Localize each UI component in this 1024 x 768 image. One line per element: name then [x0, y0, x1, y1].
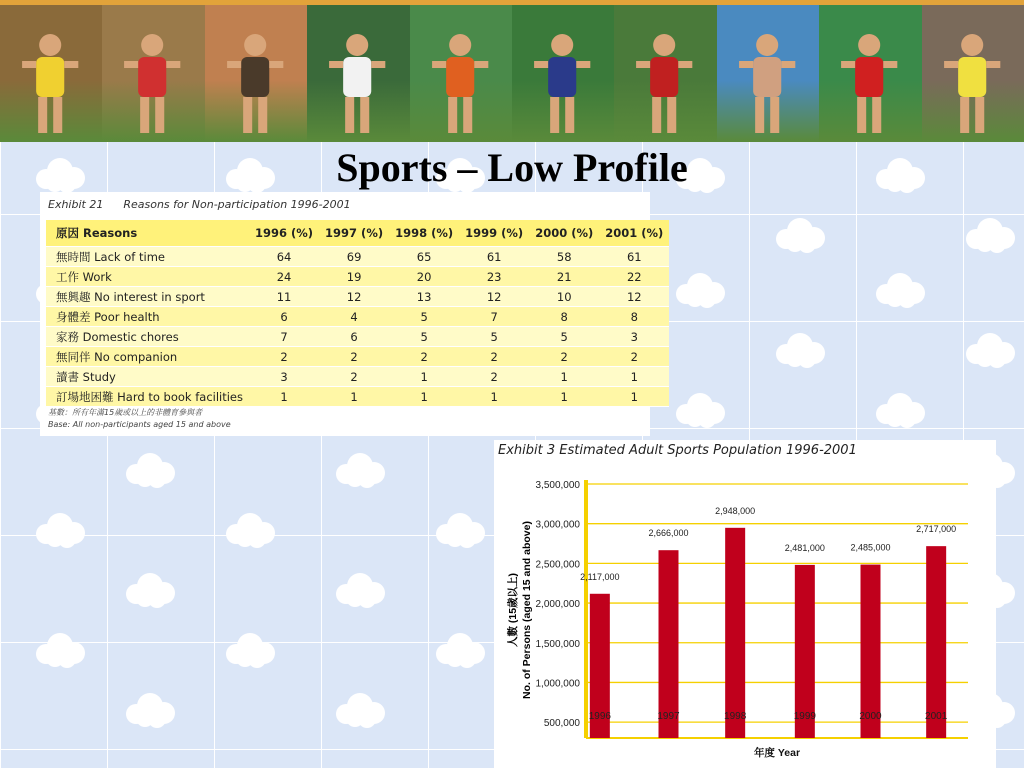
- percent-cell: 65: [389, 247, 459, 267]
- cloud-shape: [436, 513, 485, 548]
- reason-label: 工作 Work: [46, 267, 249, 287]
- cloud-shape: [126, 573, 175, 608]
- x-tick-label: 1998: [724, 711, 747, 722]
- percent-cell: 11: [249, 287, 319, 307]
- x-tick-label: 2001: [925, 711, 948, 722]
- exhibit-3-caption: Exhibit 3 Estimated Adult Sports Population 1996-2001: [498, 443, 857, 458]
- cloud-shape: [876, 273, 925, 308]
- bar-2001: [926, 546, 946, 738]
- percent-cell: 6: [319, 327, 389, 347]
- percent-cell: 13: [389, 287, 459, 307]
- reason-label: 無同伴 No companion: [46, 347, 249, 367]
- data-label: 2,485,000: [850, 542, 891, 553]
- percent-cell: 2: [389, 347, 459, 367]
- percent-cell: 2: [459, 367, 529, 387]
- y-axis-label-en: No. of Persons (aged 15 and above): [521, 521, 533, 699]
- table-header-cell: 原因 Reasons: [46, 220, 249, 247]
- percent-cell: 4: [319, 307, 389, 327]
- percent-cell: 1: [319, 387, 389, 407]
- cloud-shape: [36, 513, 85, 548]
- table-row: [46, 247, 669, 267]
- percent-cell: 61: [459, 247, 529, 267]
- cloud-shape: [226, 513, 275, 548]
- table-row: [46, 347, 669, 367]
- table-row: [46, 387, 669, 407]
- percent-cell: 7: [459, 307, 529, 327]
- percent-cell: 1: [389, 387, 459, 407]
- percent-cell: 2: [459, 347, 529, 367]
- population-bar-chart: [494, 440, 996, 768]
- exhibit-21-table-panel: [40, 192, 664, 436]
- cloud-shape: [336, 693, 385, 728]
- percent-cell: 2: [599, 347, 669, 367]
- bar-1997: [659, 550, 679, 738]
- percent-cell: 12: [459, 287, 529, 307]
- percent-cell: 5: [529, 327, 599, 347]
- reason-label: 訂場地困難 Hard to book facilities: [46, 387, 249, 407]
- banner-photo-badminton: [102, 5, 204, 142]
- banner-photo-fencing: [307, 5, 409, 142]
- banner-photo-running: [0, 5, 102, 142]
- percent-cell: 21: [529, 267, 599, 287]
- table-row: [46, 267, 669, 287]
- percent-cell: 19: [319, 267, 389, 287]
- reason-label: 家務 Domestic chores: [46, 327, 249, 347]
- percent-cell: 23: [459, 267, 529, 287]
- sports-photo-banner: [0, 0, 1024, 142]
- percent-cell: 12: [319, 287, 389, 307]
- x-tick-label: 1996: [588, 711, 611, 722]
- banner-photo-basketball: [205, 5, 307, 142]
- cloud-shape: [126, 453, 175, 488]
- cloud-shape: [776, 333, 825, 368]
- y-tick-label: 2,500,000: [535, 559, 580, 571]
- percent-cell: 8: [529, 307, 599, 327]
- percent-cell: 7: [249, 327, 319, 347]
- exhibit-3-chart-panel: [494, 440, 996, 768]
- exhibit-21-caption: Exhibit 21 Reasons for Non-participation 1996-2001: [48, 198, 351, 211]
- percent-cell: 8: [599, 307, 669, 327]
- percent-cell: 1: [529, 367, 599, 387]
- banner-photo-hockey: [512, 5, 614, 142]
- y-tick-label: 3,500,000: [535, 480, 580, 491]
- percent-cell: 12: [599, 287, 669, 307]
- percent-cell: 1: [389, 367, 459, 387]
- percent-cell: 2: [319, 347, 389, 367]
- table-header-cell: 2000 (%): [529, 220, 599, 247]
- banner-photo-table-tennis: [819, 5, 921, 142]
- y-tick-label: 2,000,000: [535, 599, 580, 611]
- table-row: [46, 307, 669, 327]
- table-row: [46, 367, 669, 387]
- cloud-shape: [336, 573, 385, 608]
- percent-cell: 3: [249, 367, 319, 387]
- data-label: 2,717,000: [916, 524, 957, 535]
- bar-1998: [725, 528, 745, 738]
- cloud-shape: [336, 453, 385, 488]
- data-label: 2,117,000: [580, 571, 620, 582]
- table-header-cell: 1996 (%): [249, 220, 319, 247]
- banner-photo-swimming: [717, 5, 819, 142]
- y-tick-label: 1,000,000: [535, 678, 580, 690]
- percent-cell: 5: [389, 307, 459, 327]
- percent-cell: 1: [249, 387, 319, 407]
- x-tick-label: 1997: [657, 711, 680, 722]
- cloud-shape: [966, 333, 1015, 368]
- x-axis-label: 年度 Year: [753, 747, 801, 759]
- percent-cell: 69: [319, 247, 389, 267]
- cloud-shape: [966, 218, 1015, 253]
- table-header-cell: 1997 (%): [319, 220, 389, 247]
- table-header-cell: 1999 (%): [459, 220, 529, 247]
- table-header-cell: 1998 (%): [389, 220, 459, 247]
- percent-cell: 64: [249, 247, 319, 267]
- percent-cell: 2: [249, 347, 319, 367]
- y-axis-label-zh: 人數 (15歲以上): [507, 572, 519, 648]
- table-row: [46, 327, 669, 347]
- percent-cell: 61: [599, 247, 669, 267]
- percent-cell: 2: [319, 367, 389, 387]
- percent-cell: 6: [249, 307, 319, 327]
- percent-cell: 1: [599, 387, 669, 407]
- cloud-shape: [876, 393, 925, 428]
- percent-cell: 2: [529, 347, 599, 367]
- percent-cell: 1: [459, 387, 529, 407]
- cloud-shape: [436, 633, 485, 668]
- y-tick-label: 3,000,000: [535, 519, 580, 531]
- y-axis-label: [506, 521, 533, 699]
- cloud-shape: [776, 218, 825, 253]
- reason-label: 無興趣 No interest in sport: [46, 287, 249, 307]
- data-label: 2,481,000: [784, 542, 825, 553]
- data-label: 2,948,000: [715, 505, 756, 516]
- y-tick-label: 1,500,000: [535, 638, 580, 650]
- y-tick-label: 500,000: [543, 718, 580, 730]
- cloud-shape: [676, 273, 725, 308]
- x-tick-label: 2000: [859, 711, 882, 722]
- page-title: Sports – Low Profile: [336, 145, 688, 190]
- data-label: 2,666,000: [648, 528, 689, 539]
- reason-label: 讀書 Study: [46, 367, 249, 387]
- reasons-table: [46, 220, 669, 407]
- table-base-note: 基數：所有年滿15歲或以上的非體育參與者 Base: All non-participants aged 15 and above: [48, 408, 231, 429]
- cloud-shape: [676, 393, 725, 428]
- percent-cell: 1: [529, 387, 599, 407]
- percent-cell: 1: [599, 367, 669, 387]
- banner-photo-football: [410, 5, 512, 142]
- percent-cell: 5: [389, 327, 459, 347]
- percent-cell: 58: [529, 247, 599, 267]
- banner-photo-volleyball: [922, 5, 1024, 142]
- banner-photo-rugby: [614, 5, 716, 142]
- cloud-shape: [36, 633, 85, 668]
- percent-cell: 20: [389, 267, 459, 287]
- table-header-cell: 2001 (%): [599, 220, 669, 247]
- percent-cell: 3: [599, 327, 669, 347]
- x-tick-label: 1999: [793, 711, 816, 722]
- cloud-shape: [126, 693, 175, 728]
- percent-cell: 22: [599, 267, 669, 287]
- reason-label: 身體差 Poor health: [46, 307, 249, 327]
- table-row: [46, 287, 669, 307]
- percent-cell: 24: [249, 267, 319, 287]
- reason-label: 無時間 Lack of time: [46, 247, 249, 267]
- percent-cell: 10: [529, 287, 599, 307]
- percent-cell: 5: [459, 327, 529, 347]
- cloud-shape: [226, 633, 275, 668]
